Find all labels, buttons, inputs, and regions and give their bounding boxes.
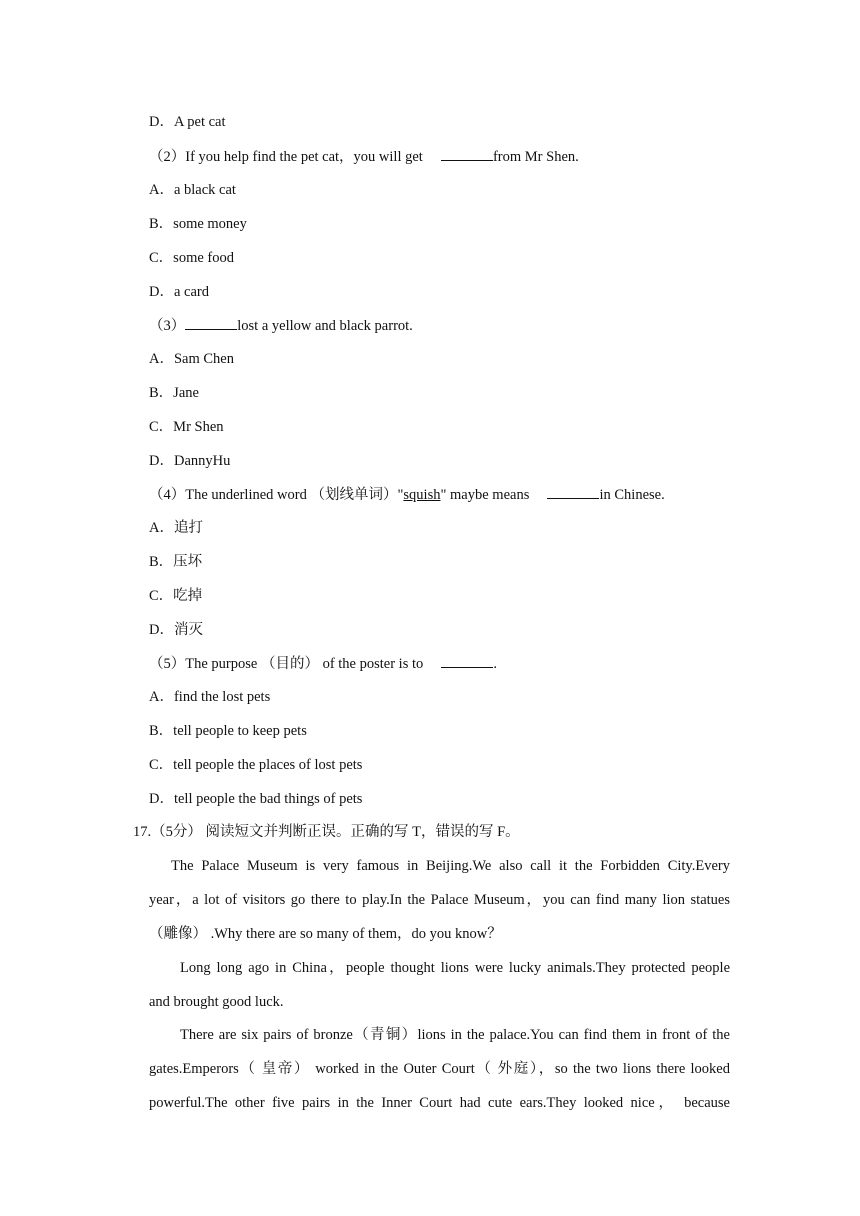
question-2: [149, 146, 579, 167]
question-4-suffix: in Chinese.: [599, 487, 665, 503]
question-5-suffix: .: [493, 656, 498, 672]
option-q4-b: B．压坏: [149, 554, 203, 570]
question-3-prefix: （3）: [149, 318, 186, 334]
answer-blank[interactable]: [441, 653, 493, 668]
passage-line-4: Long long ago in China，people thought lions were lucky animals.They protected people: [180, 960, 730, 976]
option-q4-c: C．吃掉: [149, 588, 203, 604]
option-q2-d: D．a card: [149, 284, 209, 300]
option-q5-c: C．tell people the places of lost pets: [149, 757, 363, 773]
underlined-word: squish: [403, 487, 441, 503]
question-4-prefix: （4）The underlined word （划线单词）": [149, 487, 404, 503]
option-q2-c: C．some food: [149, 250, 234, 266]
passage-line-7: gates.Emperors（ 皇帝） worked in the Outer Court（ 外庭），so the two lions there looked: [149, 1061, 730, 1077]
option-q2-a: A．a black cat: [149, 182, 236, 198]
option-q3-d: D．DannyHu: [149, 453, 231, 469]
passage-line-8: powerful.The other five pairs in the Inner Court had cute ears.They looked nice， because: [149, 1095, 730, 1111]
option-q5-a: A．find the lost pets: [149, 689, 271, 705]
passage-line-2: year，a lot of visitors go there to play.In the Palace Museum，you can find many lion statues: [149, 892, 730, 908]
option-q3-a: A．Sam Chen: [149, 351, 234, 367]
answer-blank[interactable]: [441, 146, 493, 161]
option-q3-b: B．Jane: [149, 385, 199, 401]
passage-line-5: and brought good luck.: [149, 994, 284, 1010]
option-q2-b: B．some money: [149, 216, 247, 232]
option-q1-d: D．A pet cat: [149, 114, 226, 130]
question-2-prefix: （2）If you help find the pet cat，you will get: [149, 149, 427, 165]
question-3-suffix: lost a yellow and black parrot.: [237, 318, 413, 334]
question-5-prefix: （5）The purpose （目的） of the poster is to: [149, 656, 427, 672]
question-4: [149, 484, 665, 505]
question-4-middle: " maybe means: [440, 487, 533, 503]
option-q5-d: D．tell people the bad things of pets: [149, 791, 363, 807]
answer-blank[interactable]: [185, 315, 237, 330]
passage-line-1: The Palace Museum is very famous in Beijing.We also call it the Forbidden City.Every: [171, 858, 730, 874]
option-q4-d: D．消灭: [149, 622, 203, 638]
question-3: [149, 315, 413, 336]
option-q4-a: A．追打: [149, 520, 203, 536]
answer-blank[interactable]: [547, 484, 599, 499]
question-5: [149, 653, 497, 674]
passage-line-3: （雕像） .Why there are so many of them，do you know？: [149, 926, 502, 942]
question-17-heading: 17.（5分） 阅读短文并判断正误。正确的写 T，错误的写 F。: [133, 824, 520, 840]
option-q3-c: C．Mr Shen: [149, 419, 224, 435]
question-2-suffix: from Mr Shen.: [492, 149, 579, 165]
option-q5-b: B．tell people to keep pets: [149, 723, 307, 739]
passage-line-6: There are six pairs of bronze（青铜）lions in the palace.You can find them in front of the: [180, 1027, 730, 1043]
